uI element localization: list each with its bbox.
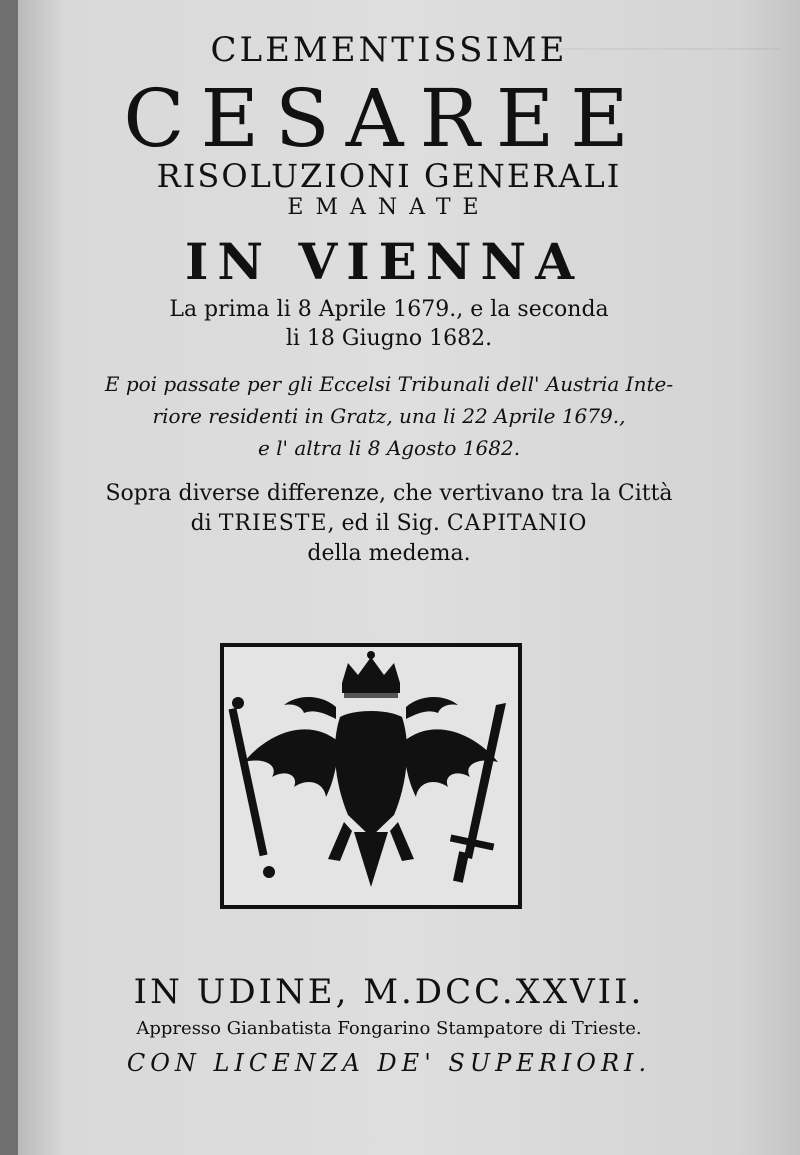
- italic-line-2: riore residenti in Gratz, una li 22 Aprile 1679.,: [152, 404, 626, 428]
- italic-line-1: E poi passate per gli Eccelsi Tribunali dell' Austria Inte-: [104, 372, 674, 396]
- scepter: [228, 697, 275, 878]
- sword: [450, 703, 506, 883]
- italic-line-3: e l' altra li 8 Agosto 1682.: [257, 436, 521, 460]
- imprint-place-date: IN UDINE, M.DCC.XXVII.: [133, 972, 645, 1012]
- title-page: [18, 0, 800, 1155]
- heading-line-4: EMANATE: [287, 195, 491, 220]
- imprint-printer: Appresso Gianbatista Fongarino Stampatore di Trieste.: [136, 1018, 642, 1039]
- date-line-2: li 18 Giugno 1682.: [285, 326, 493, 351]
- heading-line-2: CESAREE: [123, 72, 645, 165]
- crown: [342, 651, 400, 698]
- heading-line-1: CLEMENTISSIME: [210, 30, 568, 70]
- heading-line-5: IN VIENNA: [185, 232, 583, 291]
- date-line-1: La prima li 8 Aprile 1679., e la seconda: [169, 297, 609, 322]
- subject-line-2: [18, 511, 780, 536]
- captain-title: CAPITANIO: [446, 511, 588, 536]
- subject-line-2-a: di: [190, 511, 219, 536]
- city-name: TRIESTE: [218, 511, 328, 536]
- eagle-body: [328, 711, 414, 887]
- heading-line-3: RISOLUZIONI GENERALI: [156, 157, 622, 195]
- double-headed-eagle-icon: [220, 643, 522, 909]
- subject-line-1: Sopra diverse differenze, che vertivano tra la Città: [105, 481, 673, 506]
- subject-line-2-c: , ed il Sig.: [327, 511, 447, 536]
- subject-line-3: della medema.: [307, 541, 471, 566]
- eagle-woodcut-svg: [224, 647, 518, 905]
- imprint-license: CON LICENZA DE' SUPERIORI.: [126, 1049, 652, 1077]
